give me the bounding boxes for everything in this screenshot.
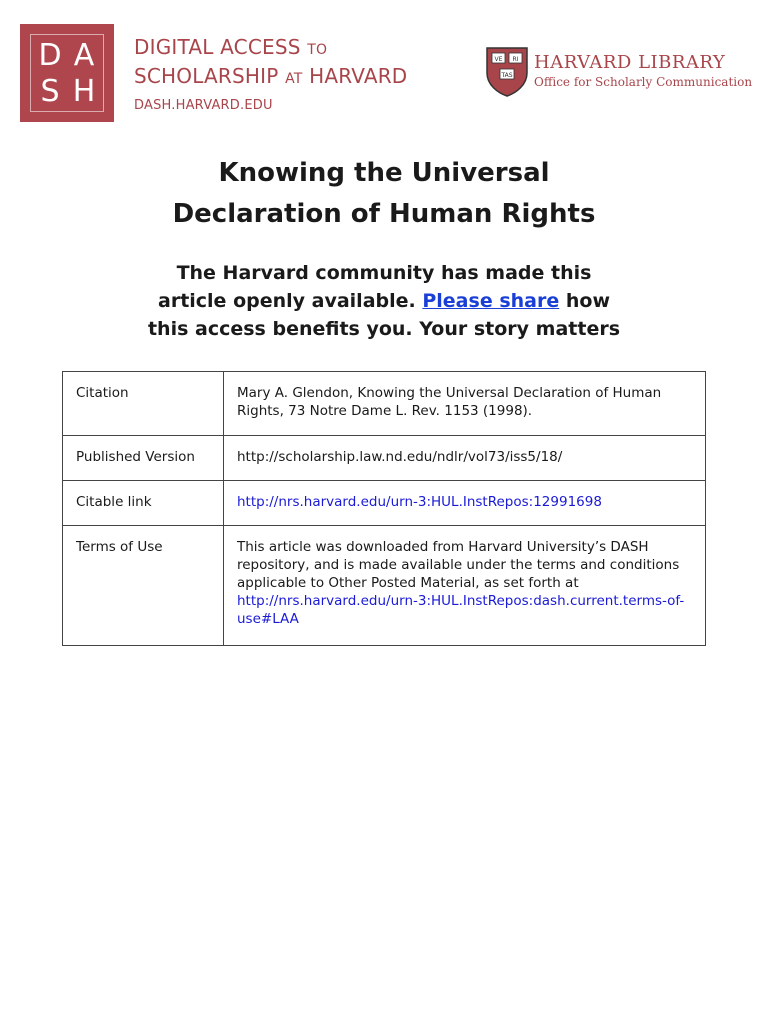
dash-wordmark-text: TO bbox=[307, 42, 328, 58]
please-share-link[interactable]: Please share bbox=[422, 290, 560, 312]
library-subtitle: Office for Scholarly Communication bbox=[534, 75, 753, 89]
terms-of-use-label: Terms of Use bbox=[63, 526, 224, 646]
intro-line3: this access benefits you. Your story matters bbox=[147, 318, 621, 340]
dash-wordmark-text: SCHOLARSHIP bbox=[134, 64, 279, 88]
dash-logo bbox=[20, 24, 114, 122]
intro-line1: The Harvard community has made this bbox=[176, 262, 592, 284]
shield-text: TAS bbox=[501, 72, 513, 79]
table-row bbox=[63, 481, 706, 526]
intro-line2-prefix: article openly available. bbox=[158, 290, 416, 312]
citation-label: Citation bbox=[63, 372, 224, 436]
dash-url: DASH.HARVARD.EDU bbox=[134, 98, 273, 113]
metadata-table bbox=[62, 371, 706, 646]
library-title: HARVARD LIBRARY bbox=[534, 52, 726, 73]
citable-link-label: Citable link bbox=[63, 481, 224, 526]
dash-logo-letter: H bbox=[72, 74, 96, 109]
citable-link[interactable]: http://nrs.harvard.edu/urn-3:HUL.InstRepos:12991698 bbox=[237, 494, 602, 510]
harvard-shield-icon bbox=[486, 47, 528, 97]
dash-wordmark-text: HARVARD bbox=[309, 64, 408, 88]
dash-wordmark-line1 bbox=[134, 34, 407, 63]
dash-wordmark-text: DIGITAL ACCESS bbox=[134, 35, 301, 59]
dash-logo-letter: S bbox=[40, 74, 60, 109]
dash-logo-letter: A bbox=[73, 38, 95, 73]
citable-link-cell bbox=[224, 481, 706, 526]
citation-value: Mary A. Glendon, Knowing the Universal Declaration of Human Rights, 73 Notre Dame L. Rev. 1153 (1998). bbox=[224, 372, 706, 436]
document-title-line1: Knowing the Universal bbox=[218, 158, 550, 188]
dash-logo-letter: D bbox=[38, 38, 62, 73]
terms-of-use-cell bbox=[224, 526, 706, 646]
table-row bbox=[63, 372, 706, 436]
table-row bbox=[63, 436, 706, 481]
dash-wordmark-text: AT bbox=[285, 71, 303, 87]
intro-line2 bbox=[0, 287, 768, 315]
terms-of-use-link[interactable]: http://nrs.harvard.edu/urn-3:HUL.InstRepos:dash.current.terms-of-use#LAA bbox=[237, 593, 685, 627]
document-title-line2: Declaration of Human Rights bbox=[172, 199, 596, 229]
table-row bbox=[63, 526, 706, 646]
published-version-label: Published Version bbox=[63, 436, 224, 481]
shield-text: VE bbox=[494, 56, 503, 63]
shield-text: RI bbox=[512, 56, 519, 63]
intro-line2-suffix: how bbox=[565, 290, 610, 312]
terms-of-use-text: This article was downloaded from Harvard University’s DASH repository, and is made available under the terms and conditions applicable to Other Posted Material, as set forth at bbox=[237, 539, 680, 591]
dash-wordmark bbox=[134, 34, 407, 116]
dash-wordmark-line2 bbox=[134, 63, 407, 92]
published-version-value: http://scholarship.law.nd.edu/ndlr/vol73/iss5/18/ bbox=[224, 436, 706, 481]
